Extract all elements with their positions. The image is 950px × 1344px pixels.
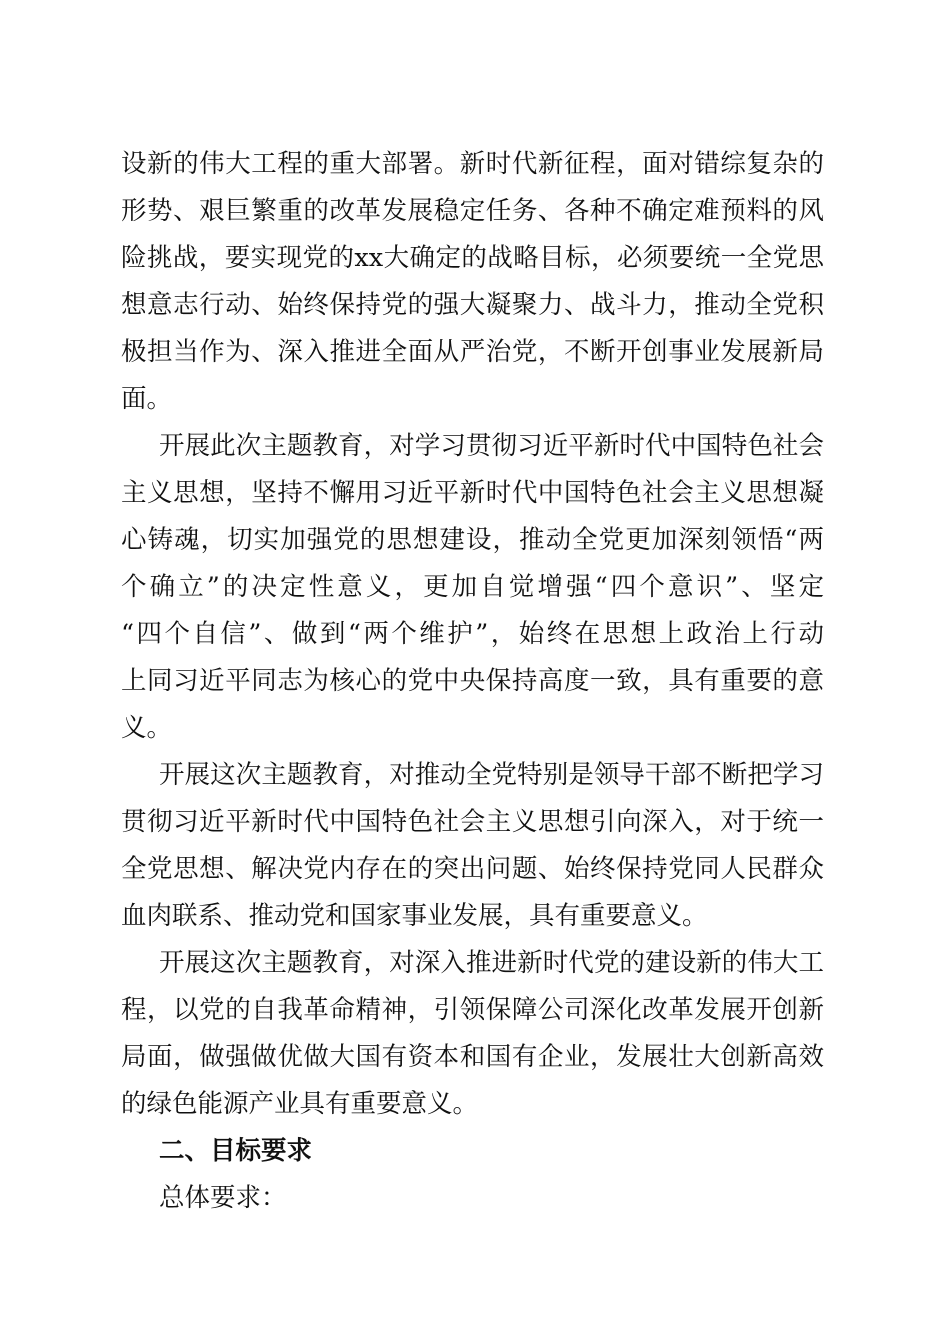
text-line: 想意志行动、始终保持党的强大凝聚力、战斗力，推动全党积: [121, 290, 824, 320]
text-line: 局面，做强做优做大国有资本和国有企业，发展壮大创新高效: [121, 1042, 824, 1072]
text-line: 义。: [121, 713, 173, 743]
paragraph: [121, 752, 824, 940]
text-line: 面。: [121, 384, 173, 414]
text-line: 极担当作为、深入推进全面从严治党，不断开创事业发展新局: [121, 337, 824, 367]
text-line: 全党思想、解决党内存在的突出问题、始终保持党同人民群众: [121, 854, 824, 884]
paragraph: [121, 423, 824, 752]
text-line: 形势、艰巨繁重的改革发展稳定任务、各种不确定难预料的风: [121, 196, 824, 226]
text-line: 开展这次主题教育，对深入推进新时代党的建设新的伟大工: [159, 948, 824, 978]
document-body: [121, 141, 824, 1222]
text-line: 血肉联系、推动党和国家事业发展，具有重要意义。: [121, 901, 708, 931]
text-line: 开展这次主题教育，对推动全党特别是领导干部不断把学习: [159, 760, 824, 790]
text-line: 的绿色能源产业具有重要意义。: [121, 1089, 479, 1119]
text-line: “四个自信”、做到“两个维护”，始终在思想上政治上行动: [121, 619, 824, 649]
text-line: 心铸魂，切实加强党的思想建设，推动全党更加深刻领悟“两: [121, 525, 824, 555]
paragraph: [121, 141, 824, 423]
text-line: 程，以党的自我革命精神，引领保障公司深化改革发展开创新: [121, 995, 824, 1025]
section-heading: 二、目标要求: [159, 1136, 313, 1166]
text-line: 主义思想，坚持不懈用习近平新时代中国特色社会主义思想凝: [121, 478, 824, 508]
text-line: 贯彻习近平新时代中国特色社会主义思想引向深入，对于统一: [121, 807, 824, 837]
text-line: 上同习近平同志为核心的党中央保持高度一致，具有重要的意: [121, 666, 824, 696]
paragraph: [121, 940, 824, 1128]
text-line: 险挑战，要实现党的xx大确定的战略目标，必须要统一全党思: [121, 243, 824, 273]
text-line: 开展此次主题教育，对学习贯彻习近平新时代中国特色社会: [159, 431, 824, 461]
text-line: 设新的伟大工程的重大部署。新时代新征程，面对错综复杂的: [121, 149, 824, 179]
text-line: 个确立”的决定性意义，更加自觉增强“四个意识”、坚定: [121, 572, 824, 602]
subheading: 总体要求：: [159, 1183, 287, 1213]
